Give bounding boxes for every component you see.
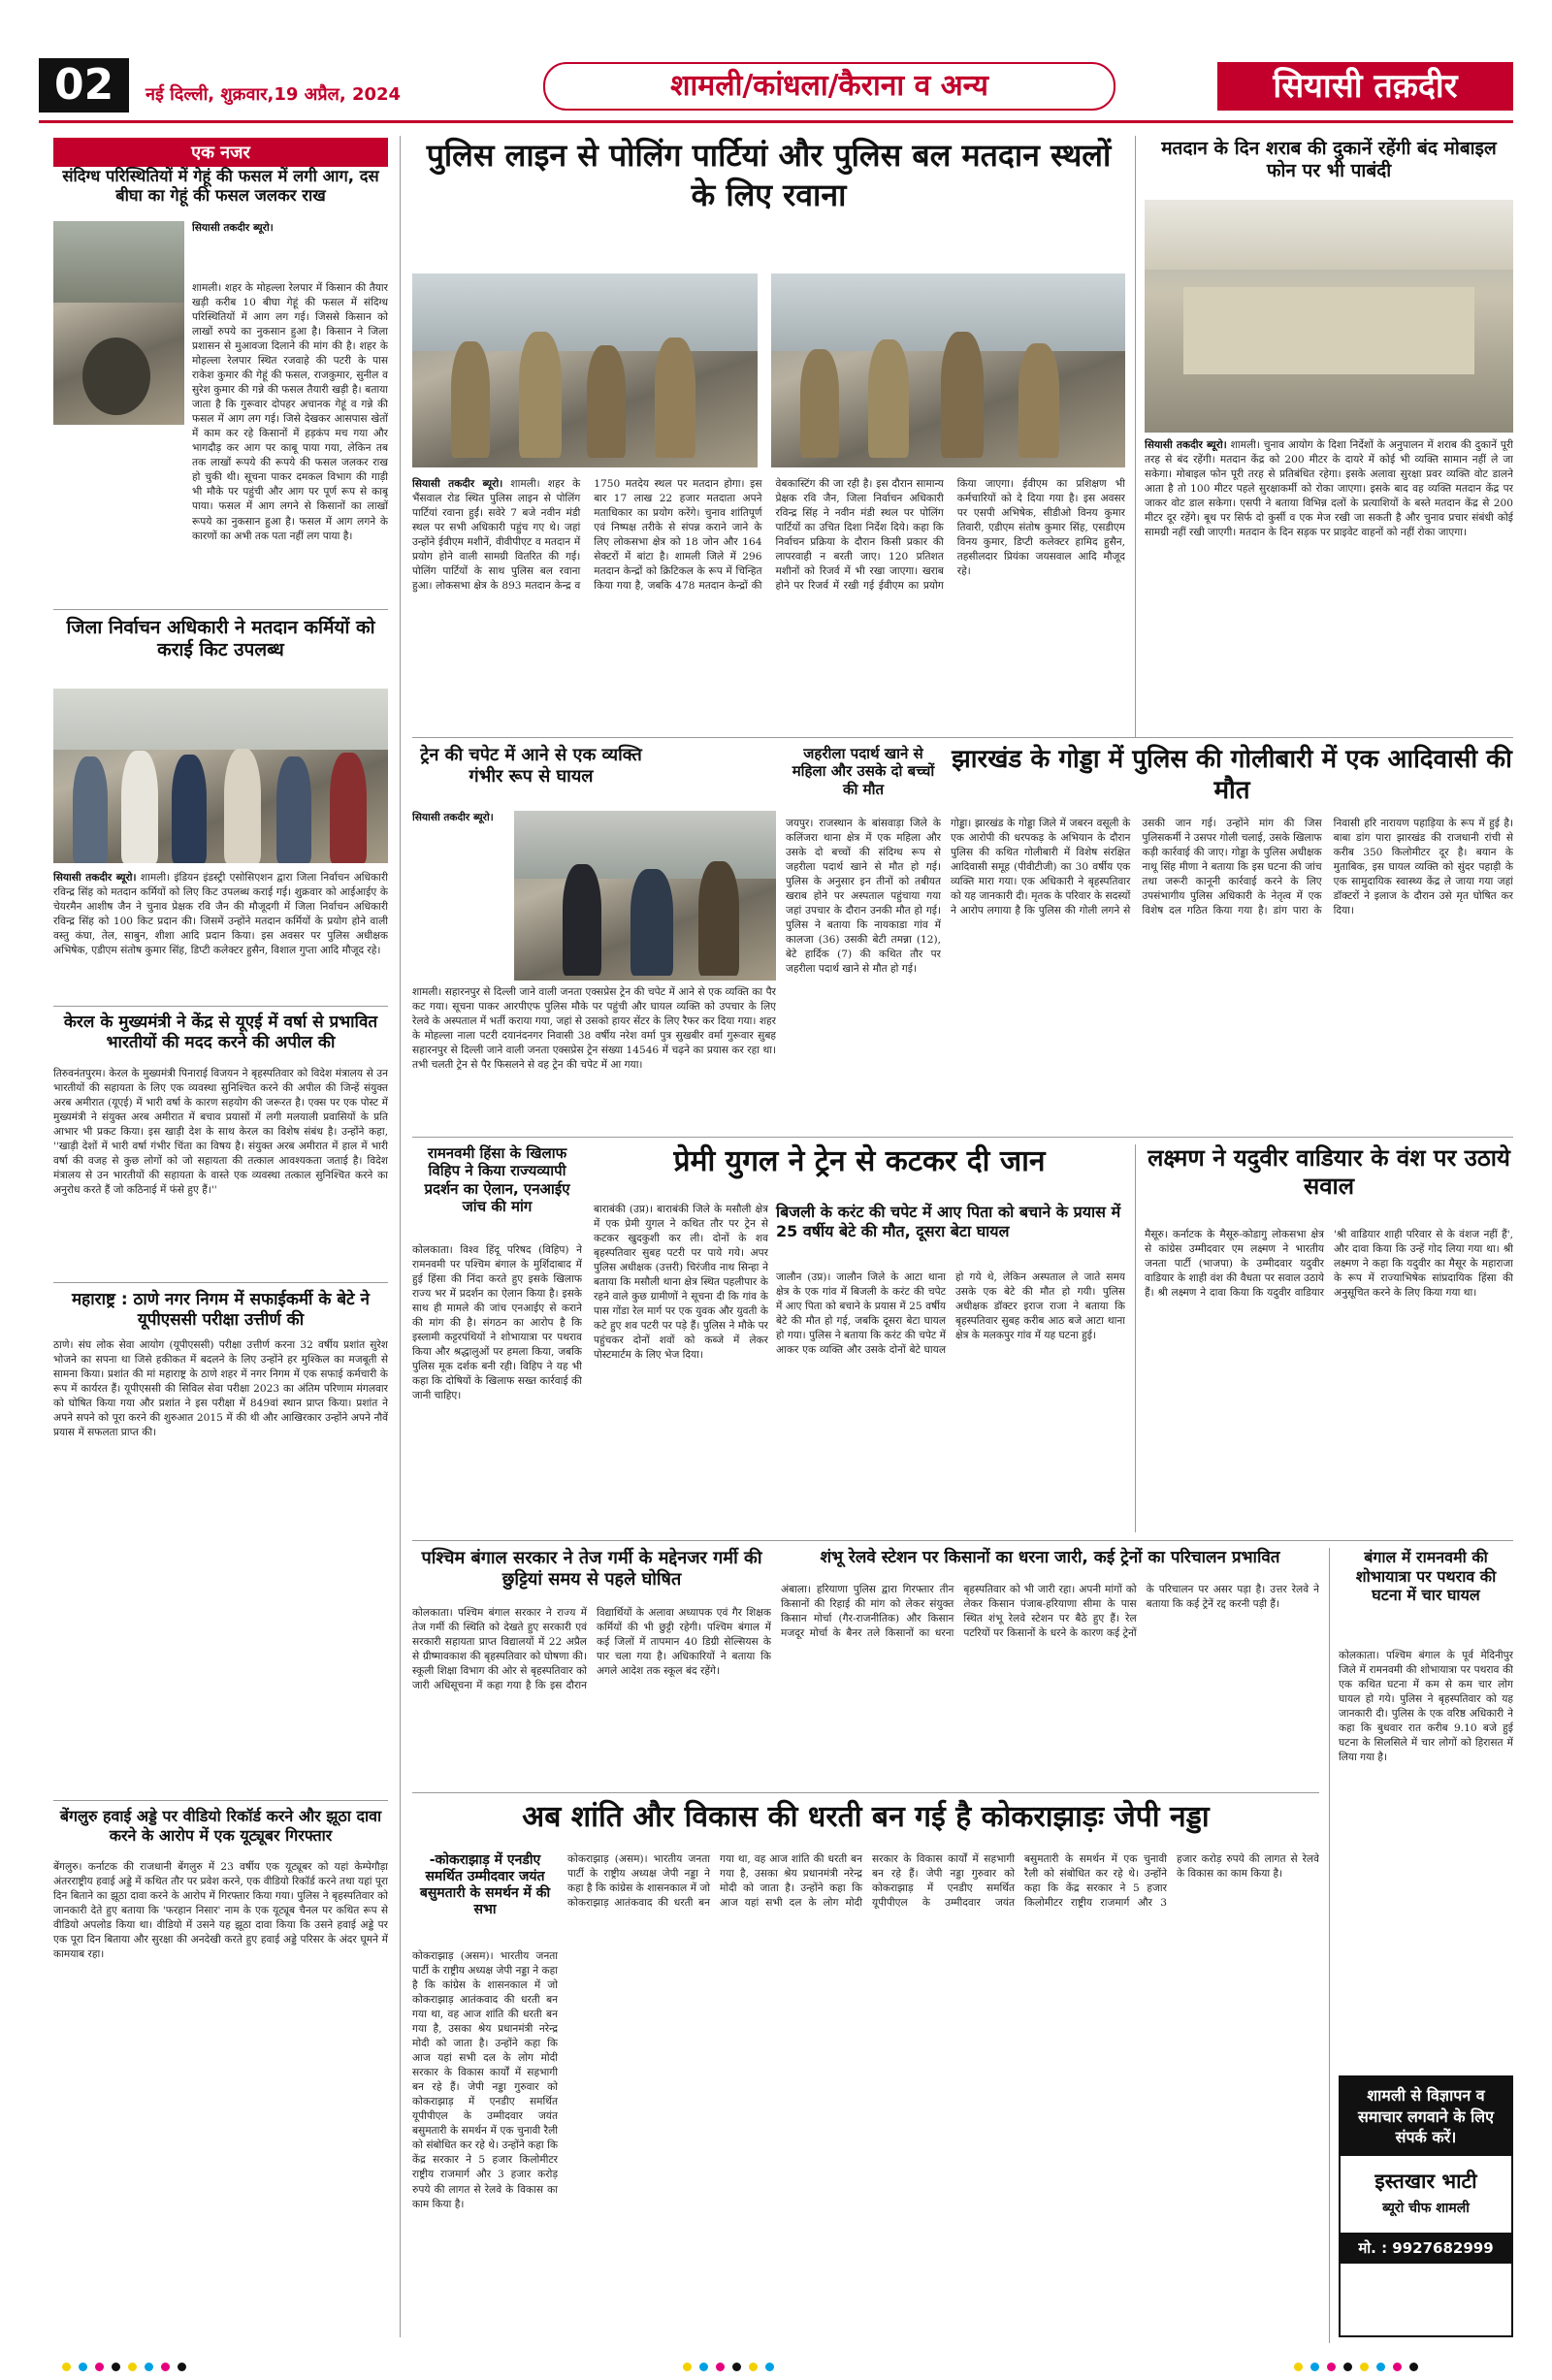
train-injury-body — [412, 985, 776, 1129]
wheat-fire-byline: सियासी तकदीर ब्यूरो। — [192, 222, 274, 234]
section-banner: शामली/कांधला/कैराना व अन्य — [543, 62, 1116, 111]
lead-photo-left — [412, 273, 758, 467]
shambhu-body — [781, 1583, 1319, 1786]
divider — [412, 1540, 1513, 1541]
page-number: 02 — [39, 58, 129, 113]
divider — [412, 1137, 1513, 1138]
ramnavami-text: कोलकाता। पश्चिम बंगाल के पूर्व मेदिनीपुर जिले में रामनवमी की शोभायात्रा पर पथराव की एक कथित घटना में कम से कम चार लोग घायल हो गये। पुलिस ने बृहस्पतिवार को यह जानकारी दी। पुलिस के एक वरिष्ठ अधिकारी ने कहा कि बुधवार रात करीब 9.10 बजे हुई घटना के सिलसिले में चार लोगों को हिरासत में लिया गया है। — [1339, 1650, 1513, 1764]
registration-dots-right — [1290, 2357, 1422, 2375]
liquor-text: शामली। चुनाव आयोग के दिशा निर्देशों के अनुपालन में शराब की दुकानें पूरी तरह से बंद रहेंगी। मतदान केंद्र को 200 मीटर के दायरे में कोई भी व्यक्ति सामान नहीं ले जा सकेगा। मोबाइल फोन पूरी तरह से प्रतिबंधित रहेगा। इसके अलावा सुरक्षा प्रवर व्यक्ति वोट डालने आता है तो 100 मीटर पहले सुरक्षाकर्मी को रोका जाएगा। इसके बाद वह व्यक्ति मतदान केंद्र पर जाकर वोट डाल सकेगा। एसपी ने बताया विभिन्न दलों के प्रत्याशियों के बस्ते मतदान केंद्र से 200 मीटर दूर रहेंगे। बूथ पर सिर्फ दो कुर्सी व एक मेज रखी जा सकती है और चुनाव प्रचार संबंधी कोई सामग्री नहीं रखी जाएगी। मतदान के दिन सड़क पर प्राइवेट वाहनों को नहीं रोका जाएगा। — [1145, 439, 1513, 539]
current-body — [776, 1270, 1125, 1534]
ad-role: ब्यूरो चीफ शामली — [1382, 2200, 1470, 2216]
bengal-heat-headline: पश्चिम बंगाल सरकार ने तेज गर्मी के मद्देनजर गर्मी की छुट्टियां समय से पहले घोषित — [421, 1548, 762, 1590]
jharkhand-body — [951, 817, 1513, 1129]
newspaper-brand: सियासी तक़दीर — [1217, 62, 1513, 111]
nadda-headline: अब शांति और विकास की धरती बन गई है कोकराझाड़ः जेपी नड्डा — [522, 1800, 1210, 1834]
column-rule — [1135, 1144, 1136, 1532]
wadiyar-text: मैसूरु। कर्नाटक के मैसूरु-कोडागु लोकसभा क्षेत्र से कांग्रेस उम्मीदवार एम लक्ष्मण ने भारतीय जनता पार्टी (भाजपा) के उम्मीदवार यदुवीर वाडियार के शाही वंश की वैधता पर सवाल उठाये हैं। श्री लक्ष्मण ने दावा किया कि यदुवीर वाडियार 'श्री वाडियार शाही परिवार से के वंशज नहीं हैं', और दावा किया कि उन्हें गोद लिया गया था। श्री लक्ष्मण ने कहा कि यदुवीर का मैसूर के महाराजा के रूप में राज्याभिषेक सांप्रदायिक हिंसा की अनुसूचित करने के लिए किया गया था। — [1145, 1229, 1513, 1300]
lead-photo-right — [771, 273, 1125, 467]
current-headline: बिजली के करंट की चपेट में आए पिता को बचाने के प्रयास में 25 वर्षीय बेटे की मौत, दूसरा बेटा घायल — [776, 1203, 1121, 1240]
shambhu-text: अंबाला। हरियाणा पुलिस द्वारा गिरफ्तार तीन किसानों की रिहाई की मांग को लेकर संयुक्त किसान मोर्चा (गैर-राजनीतिक) और किसान मजदूर मोर्चा के बैनर तले किसानों का धरना बृहस्पतिवार को भी जारी रहा। अपनी मांगों को लेकर किसान पंजाब-हरियाणा सीमा के पास स्थित शंभू रेलवे स्टेशन पर बैठे हुए हैं। रेल पटरियों पर किसानों के धरने के कारण कई ट्रेनों के परिचालन पर असर पड़ा है। उत्तर रेलवे ने बताया कि कई ट्रेनें रद्द करनी पड़ी हैं। — [781, 1584, 1319, 1640]
kit-headline: जिला निर्वाचन अधिकारी ने मतदान कर्मियों को कराई किट उपलब्ध — [66, 617, 375, 661]
current-text: जालौन (उप्र)। जालौन जिले के आटा थाना क्षेत्र के एक गांव में बिजली के करंट की चपेट में आए पिता को बचाने के प्रयास में 25 वर्षीय बेटे की मौत हो गई, जबकि दूसरा बेटा घायल हो गया। पुलिस ने बताया कि करंट की चपेट में आकर एक व्यक्ति और उसके दोनों बेटे घायल हो गये थे, लेकिन अस्पताल ले जाते समय उसके एक बेटे की मौत हो गयी। पुलिस अधीक्षक डॉक्टर इराज राजा ने बताया कि बृहस्पतिवार सुबह करीब आठ बजे आटा थाना क्षेत्र के मलकपुर गांव में यह घटना हुई। — [776, 1271, 1125, 1357]
ramnavami-headline: बंगाल में रामनवमी की शोभायात्रा पर पथराव की घटना में चार घायल — [1355, 1548, 1497, 1605]
column-rule — [400, 136, 401, 2337]
ad-name: इस्तखार भाटी — [1374, 2169, 1477, 2193]
wheat-fire-text: शामली। शहर के मोहल्ला रेलपार में किसान की तैयार खड़ी करीब 10 बीघा गेहूं की फसल में संदिग्ध परिस्थितियों में आग लग गई। जिससे किसान को लाखों रुपये का नुकसान हुआ है। किसान ने जिला प्रशासन से मुआवजा दिलाने की मांग की है। शहर के मोहल्ला रेलपार स्थित रजवाहे की पटरी के पास राकेश कुमार की गेहूं की फसल, राजकुमार, सुनील व सुरेश कुमार की गन्ने की फसल तैयारी खड़ी है। बताया जाता है कि गुरूवार दोपहर अचानक गेहूं व गन्ने की फसल में आग लग गई। जिसे देखकर आसपास खेतों में काम कर रहे किसानों में हड़कंप मच गया और भागदौड़ कर आग पर काबू पाया गया, लेकिन तब तक लाखों रूपये की रूपये की फसल जलकर राख हो चुकी थी। सूचना पाकर दमकल विभाग की गाड़ी भी मौके पर पहुंची और आग पर पूर्ण रूप से काबू पाया। फसल में आग लगने से किसानों का लाखों रूपये का नुकसान हुआ है। फसल में आग लगने के कारणों का अभी तक पता नहीं लग पाया है। — [192, 282, 388, 542]
poison-headline: जहरीला पदार्थ खाने से महिला और उसके दो बच्चों की मौत — [792, 745, 935, 798]
youtuber-text: बेंगलुरु। कर्नाटक की राजधानी बेंगलुरु में 23 वर्षीय एक यूट्यूबर को यहां केम्पेगौड़ा अंतरराष्ट्रीय हवाई अड्डे में कथित तौर पर प्रवेश करने, एक वीडियो रिकॉर्ड करने तथा यहां पूरा दिन बिताने का झूठा दावा करने के आरोप में गिरफ्तार किया गया। पुलिस ने बृहस्पतिवार को जानकारी देते हुए बताया कि 'फरहान निसार' नाम के एक यूट्यूब चैनल पर कथित रूप से वीडियो अपलोड किया था। वीडियो में उसने यह झूठा दावा किया कि उसने हवाई अड्डे पर एक पूरा दिन बिताया और सुरक्षा की अनदेखी करते हुए हवाई अड्डे परिसर के अंदर घूमने में कामयाब रहा। — [53, 1861, 388, 1961]
vhp-text: कोलकाता। विश्व हिंदू परिषद (विहिप) ने रामनवमी पर पश्चिम बंगाल के मुर्शिदाबाद में हुई हिंसा की निंदा करते हुए इसके खिलाफ राज्य भर में प्रदर्शन का ऐलान किया है। इसके साथ ही मामले की जांच एनआईए से कराने की मांग की है। संगठन का आरोप है कि इस्लामी कट्टरपंथियों ने शोभायात्रा पर पथराव किया और श्रद्धालुओं पर हमला किया, जबकि पुलिस मूक दर्शक बनी रही। विहिप ने यह भी कहा कि दोषियों के खिलाफ सख्त कार्रवाई की जानी चाहिए। — [412, 1244, 582, 1402]
couple-headline: प्रेमी युगल ने ट्रेन से कटकर दी जान — [673, 1144, 1046, 1178]
wheat-fire-body — [53, 281, 388, 606]
print-color-strip — [0, 2347, 1552, 2380]
wheat-fire-headline: संदिग्ध परिस्थितियों में गेहूं की फसल में लगी आग, दस बीघा का गेहूं की फसल जलकर राख — [62, 167, 379, 206]
vhp-headline: रामनवमी हिंसा के खिलाफ विहिप ने किया राज्यव्यापी प्रदर्शन का ऐलान, एनआईए जांच की मांग — [424, 1144, 570, 1215]
poison-body — [786, 817, 941, 1129]
youtuber-headline: बेंगलुरु हवाई अड्डे पर वीडियो रिकॉर्ड करने और झूठा दावा करने के आरोप में एक यूट्यूबर गिरफ्तार — [59, 1807, 382, 1845]
ad-phone: मो. : 9927682999 — [1341, 2233, 1511, 2264]
train-injury-text: शामली। सहारनपुर से दिल्ली जाने वाली जनता एक्सप्रेस ट्रेन की चपेट में आने से एक व्यक्ति का पैर कट गया। सूचना पाकर आरपीएफ पुलिस मौके पर पहुंची और घायल व्यक्ति को उपचार के लिए रेलवे के अस्पताल में भर्ती कराया गया, जहां से उसको हायर सेंटर के लिए रैफर कर दिया गया। शहर के मोहल्ला नाला पटरी दयानंदनगर निवासी 38 वर्षीय नरेश वर्मा पुत्र सुखबीर वर्मा गुरूवार सुबह सहारनपुर से दिल्ली जाने वाली जनता एक्सप्रेस ट्रेन संख्या 14546 में चढ़ने का प्रयास कर रहा था। तभी चलती ट्रेन से पैर फिसलने से वह ट्रेन की चपेट में आ गया। — [412, 986, 776, 1072]
kit-text: शामली। इंडियन इंडस्ट्री एसोसिएशन द्वारा जिला निर्वाचन अधिकारी रविन्द्र सिंह को मतदान कर्मियों को लिए किट उपलब्ध कराई गई। शुक्रवार को आईआईए के चेयरमैन आशीष जैन ने चुनाव प्रेक्षक रवि जैन की मौजूदगी में जिला निर्वाचन अधिकारी रविन्द्र सिंह को 100 किट प्रदान की। जिसमें उन्होंने मतदान कर्मियों के प्रयोग होने वाली वस्तु कंघा, तेल, साबुन, शीशा आदि प्रदान किया। इस अवसर पर पुलिस अधीक्षक अभिषेक, एडीएम संतोष कुमार सिंह, डिप्टी कलेक्टर हुसैन, विशाल गुप्ता आदि मौजूद रहे। — [53, 872, 388, 957]
upsc-headline: महाराष्ट्र : ठाणे नगर निगम में सफाईकर्मी के बेटे ने यूपीएससी परीक्षा उत्तीर्ण की — [72, 1290, 370, 1330]
divider — [53, 1006, 388, 1007]
shambhu-headline: शंभू रेलवे स्टेशन पर किसानों का धरना जारी, कई ट्रेनों का परिचालन प्रभावित — [820, 1548, 1280, 1567]
train-injury-byline: सियासी तकदीर ब्यूरो। — [412, 812, 494, 823]
train-injury-photo — [514, 811, 776, 981]
liquor-byline: सियासी तकदीर ब्यूरो। — [1145, 439, 1227, 451]
upsc-text: ठाणे। संघ लोक सेवा आयोग (यूपीएससी) परीक्षा उत्तीर्ण करना 32 वर्षीय प्रशांत सुरेश भोजने का सपना था जिसे हकीकत में बदलने के लिए उन्होंने हर मुश्किल का मजबूती से सामना किया। प्रशांत की मां महाराष्ट्र के ठाणे शहर में नगर निगम में एक सफाई कर्मचारी के रूप में कार्यरत हैं। यूपीएससी की सिविल सेवा परीक्षा 2023 का अंतिम परिणाम मंगलवार को घोषित किया गया और प्रशांत ने इस परीक्षा में 849वां स्थान प्राप्त किया। प्रशांत ने अपने सपने को पूरा करने की शुरुआत 2015 में की थी और आखिरकार उन्होंने अपने नौवें प्रयास में सफलता प्राप्त की। — [53, 1339, 388, 1439]
bengal-heat-text: कोलकाता। पश्चिम बंगाल सरकार ने राज्य में तेज गर्मी की स्थिति को देखते हुए सरकारी एवं सरकारी सहायता प्राप्त विद्यालयों में 22 अप्रैल से ग्रीष्मावकाश की बृहस्पतिवार को घोषणा की। स्कूली शिक्षा विभाग की ओर से बृहस्पतिवार को जारी अधिसूचना में कहा गया है कि इस दौरान विद्यार्थियों के अलावा अध्यापक एवं गैर शिक्षक कर्मियों की भी छुट्टी रहेगी। पश्चिम बंगाल में कई जिलों में तापमान 40 डिग्री सेल्सियस के पार चला गया है। अधिकारियों ने बताया कि अगले आदेश तक स्कूल बंद रहेंगे। — [412, 1607, 771, 1692]
divider — [53, 1800, 388, 1801]
lead-body — [412, 477, 1125, 729]
nadda-text: कोकराझाड़ (असम)। भारतीय जनता पार्टी के राष्ट्रीय अध्यक्ष जेपी नड्डा ने कहा है कि कांग्रेस के शासनकाल में जो कोकराझाड़ आतंकवाद की धरती बन गया था, वह आज शांति की धरती बन गया है, उसका श्रेय प्रधानमंत्री नरेन्द्र मोदी को जाता है। उन्होंने कहा कि आज यहां सभी दल के लोग मोदी सरकार के विकास कार्यों में सहभागी बन रहे हैं। जेपी नड्डा गुरुवार को कोकराझाड़ में एनडीए समर्थित यूपीपीएल के उम्मीदवार जयंत बसुमतारी के समर्थन में एक चुनावी रैली को संबोधित कर रहे थे। उन्होंने कहा कि केंद्र सरकार ने 5 हजार किलोमीटर राष्ट्रीय राजमार्ग और 3 हजार करोड़ रुपये की लागत से रेलवे के विकास का काम किया है। — [567, 1853, 1319, 1910]
divider — [53, 609, 388, 610]
kerala-body — [53, 1067, 388, 1278]
dateline: नई दिल्ली, शुक्रवार,19 अप्रैल, 2024 — [146, 84, 402, 105]
wadiyar-headline: लक्ष्मण ने यदुवीर वाडियार के वंश पर उठाये सवाल — [1148, 1144, 1510, 1201]
kit-byline: सियासी तकदीर ब्यूरो। — [53, 872, 137, 884]
train-injury-headline: ट्रेन की चपेट में आने से एक व्यक्ति गंभीर रूप से घायल — [420, 745, 642, 787]
kit-body — [53, 871, 388, 1002]
nadda-text-left: कोकराझाड़ (असम)। भारतीय जनता पार्टी के राष्ट्रीय अध्यक्ष जेपी नड्डा ने कहा है कि कांग्रेस के शासनकाल में जो कोकराझाड़ आतंकवाद की धरती बन गया था, वह आज शांति की धरती बन गया है, उसका श्रेय प्रधानमंत्री नरेन्द्र मोदी को जाता है। उन्होंने कहा कि आज यहां सभी दल के लोग मोदी सरकार के विकास कार्यों में सहभागी बन रहे हैं। जेपी नड्डा गुरुवार को कोकराझाड़ में एनडीए समर्थित यूपीपीएल के उम्मीदवार जयंत बसुमतारी के समर्थन में एक चुनावी रैली को संबोधित कर रहे थे। उन्होंने कहा कि केंद्र सरकार ने 5 हजार किलोमीटर राष्ट्रीय राजमार्ग और 3 हजार करोड़ रुपये की लागत से रेलवे के विकास का काम किया है। — [412, 1950, 558, 2210]
divider — [53, 1282, 388, 1283]
liquor-photo — [1145, 200, 1513, 433]
bengal-heat-body — [412, 1606, 771, 1786]
ad-title: शामली से विज्ञापन व समाचार लगवाने के लिए संपर्क करें। — [1341, 2077, 1511, 2156]
advertisement-box — [1339, 2075, 1513, 2337]
divider — [412, 1792, 1319, 1793]
nadda-body-left — [412, 1949, 558, 2337]
upsc-body — [53, 1338, 388, 1794]
vhp-body — [412, 1243, 582, 1534]
nadda-subhead: -कोकराझाड़ में एनडीए समर्थित उम्मीदवार जयंत बसुमतारी के समर्थन में की सभा — [419, 1852, 551, 1918]
masthead — [0, 0, 1552, 114]
liquor-headline: मतदान के दिन शराब की दुकानें रहेंगी बंद मोबाइल फोन पर भी पाबंदी — [1161, 138, 1497, 182]
lead-byline: सियासी तकदीर ब्यूरो। — [412, 478, 503, 490]
poison-text: जयपुर। राजस्थान के बांसवाड़ा जिले के कलिंजरा थाना क्षेत्र में एक महिला और उसके दो बच्चों की संदिग्ध रूप से जहरीला पदार्थ खाने से मौत हो गई। पुलिस के अनुसार इन तीनों को तबीयत खराब होने पर अस्पताल पहुंचाया गया जहां उपचार के दौरान उनकी मौत हो गई। पुलिस ने बताया कि नायकाडा गांव में कालजा (36) उसकी बेटी तमन्ना (12), बेटे हार्दिक (7) की कथित तौर पर जहरीला पदार्थ खाने से मौत हो गई। — [786, 818, 941, 976]
registration-dots-left — [58, 2357, 190, 2375]
masthead-rule — [39, 120, 1513, 123]
couple-text: बाराबंकी (उप्र)। बाराबंकी जिले के मसौली क्षेत्र में एक प्रेमी युगल ने कथित तौर पर ट्रेन से कटकर खुदकुशी कर ली। दोनों के शव बृहस्पतिवार सुबह पटरी पर पाये गये। अपर पुलिस अधीक्षक (उत्तरी) चिरंजीव नाथ सिन्हा ने बताया कि मसौली थाना क्षेत्र स्थित पहलीपार के रहने वाले कुछ ग्रामीणों ने सूचना दी कि गांव के पास गोंडा रेल मार्ग पर एक युवक और युवती के कटे हुए शव पटरी पर पड़े हैं। पुलिस ने मौके पर पहुंचकर दोनों शवों को कब्जे में लेकर पोस्टमार्टम के लिए भेज दिया। — [594, 1204, 768, 1362]
liquor-body — [1145, 438, 1513, 729]
jharkhand-text: गोड्डा। झारखंड के गोड्डा जिले में जबरन वसूली के एक आरोपी की धरपकड़ के अभियान के दौरान पुलिस की कथित गोलीबारी में विशेष संरक्षित आदिवासी समूह (पीवीटीजी) का 30 वर्षीय एक व्यक्ति मारा गया। एक अधिकारी ने बृहस्पतिवार को यह जानकारी दी। मृतक के परिवार के सदस्यों ने आरोप लगाया है कि पुलिस की गोली लगने से उसकी जान गई। उन्होंने मांग की जिस पुलिसकर्मी ने उसपर गोली चलाई, उसके खिलाफ कड़ी कार्रवाई की जाए। गोड्डा के पुलिस अधीक्षक नाथू सिंह मीणा ने बताया कि इस घटना की जांच तथा जरूरी कानूनी कार्रवाई करने के लिए उपसंभागीय पुलिस अधिकारी के नेतृत्व में एक विशेष दल गठित किया गया है। डांग पारा के निवासी हरि नारायण पहाड़िया के रूप में हुई है। बाबा डांग पारा झारखंड की राजधानी रांची से करीब 350 किलोमीटर दूर है। बयान के मुताबिक, इस घायल व्यक्ति को सुंदर पहाड़ी के एक सामुदायिक स्वास्थ्य केंद्र ले जाया गया जहां डॉक्टरों ने इलाज के दौरान उसे मृत घोषित कर दिया। — [951, 818, 1513, 917]
lead-headline: पुलिस लाइन से पोलिंग पार्टियां और पुलिस बल मतदान स्थलों के लिए रवाना — [426, 137, 1112, 213]
kit-photo — [53, 689, 388, 863]
kerala-headline: केरल के मुख्यमंत्री ने केंद्र से यूएई में वर्षा से प्रभावित भारतीयों की मदद करने की अपील की — [63, 1013, 378, 1052]
jharkhand-headline: झारखंड के गोड्डा में पुलिस की गोलीबारी में एक आदिवासी की मौत — [952, 745, 1512, 805]
wadiyar-body — [1145, 1228, 1513, 1534]
ramnavami-body — [1339, 1649, 1513, 2066]
youtuber-body — [53, 1860, 388, 2335]
registration-dots-center — [679, 2357, 778, 2375]
kerala-text: तिरुवनंतपुरम। केरल के मुख्यमंत्री पिनाराई विजयन ने बृहस्पतिवार को विदेश मंत्रालय से उन भारतीयों की सहायता के लिए एक व्यवस्था सुनिश्चित करने की अपील की जिन्हें संयुक्त अरब अमीरात (यूएई) में भारी वर्षा के कारण सहयोग की जरूरत है। एक्स पर एक पोस्ट में मुख्यमंत्री ने संयुक्त अरब अमीरात में बचाव प्रयासों में लगी मलयाली प्रवासियों के प्रति आभार भी प्रकट किया। इस खाड़ी देश के साथ केरल का विशेष संबंध है। उन्होंने कहा, ''खाड़ी देशों में भारी वर्षा गंभीर चिंता का विषय है। संयुक्त अरब अमीरात में हाल में भारी वर्षा की वजह से कुछ लोगों को जो सहायता की तत्काल आवश्यकता जताई है। विदेश मंत्रालय से उन भारतीयों की सहायता के वास्ते एक व्यवस्था तत्काल सुनिश्चित करने का अनुरोध करते हैं जो कठिनाई में फंसे हुए हैं।'' — [53, 1068, 388, 1197]
lead-text: शामली। शहर के भैंसवाल रोड स्थित पुलिस लाइन से पोलिंग पार्टियां रवाना हुईं। सवेरे 7 बजे नवीन मंडी स्थल पर सभी अधिकारी पहुंच गए थे। जहां उन्होंने ईवीएम मशीनें, वीवीपीएट व मतदान में प्रयोग होने वाली सामग्री वितरित की गई। पोलिंग पार्टियों के साथ पुलिस बल रवाना हुआ। लोकसभा क्षेत्र के 893 मतदान केन्द्र व 1750 मतदेय स्थल पर मतदान होगा। इस बार 17 लाख 22 हजार मतदाता अपने मताधिकार का प्रयोग करेंगे। चुनाव शांतिपूर्ण एवं निष्पक्ष तरीके से संपन्न कराने जाने के लिए लोकसभा क्षेत्र को 18 जोन और 164 सेक्टरों में बांटा है। शामली जिले में 296 मतदान केन्द्रों को क्रिटिकल के रूप में चिन्हित किया गया है, जबकि 478 मतदान केन्द्रों की वेबकास्टिंग की जा रही है। इस दौरान सामान्य प्रेक्षक रवि जैन, जिला निर्वाचन अधिकारी रविन्द्र सिंह ने नवीन मंडी स्थल पर पोलिंग पार्टियों का उचित दिशा निर्देश दिये। कहा कि निर्वाचन प्रक्रिया के दौरान किसी प्रकार की लापरवाही न बरती जाए। 120 प्रतिशत मशीनों को रिजर्व में भी रखा जाएगा। खराब होने पर रिजर्व में रखी गई ईवीएम का प्रयोग किया जाएगा। ईवीएम का प्रशिक्षण भी कर्मचारियों को दे दिया गया है। इस अवसर पर एसपी अभिषेक, सीडीओ विनय कुमार तिवारी, एडीएम संतोष कुमार सिंह, एसडीएम विनय कुमार, डिप्टी कलेक्टर हामिद हुसैन, तहसीलदार प्रियंका जयसवाल आदि मौजूद रहे। — [412, 478, 1125, 593]
column-rule — [1135, 136, 1136, 737]
nadda-body — [567, 1852, 1319, 2337]
couple-body — [594, 1203, 768, 1534]
divider — [412, 737, 1513, 738]
column-rule — [1329, 1548, 1330, 2343]
ek-nazar-kicker: एक नजर — [53, 138, 388, 167]
